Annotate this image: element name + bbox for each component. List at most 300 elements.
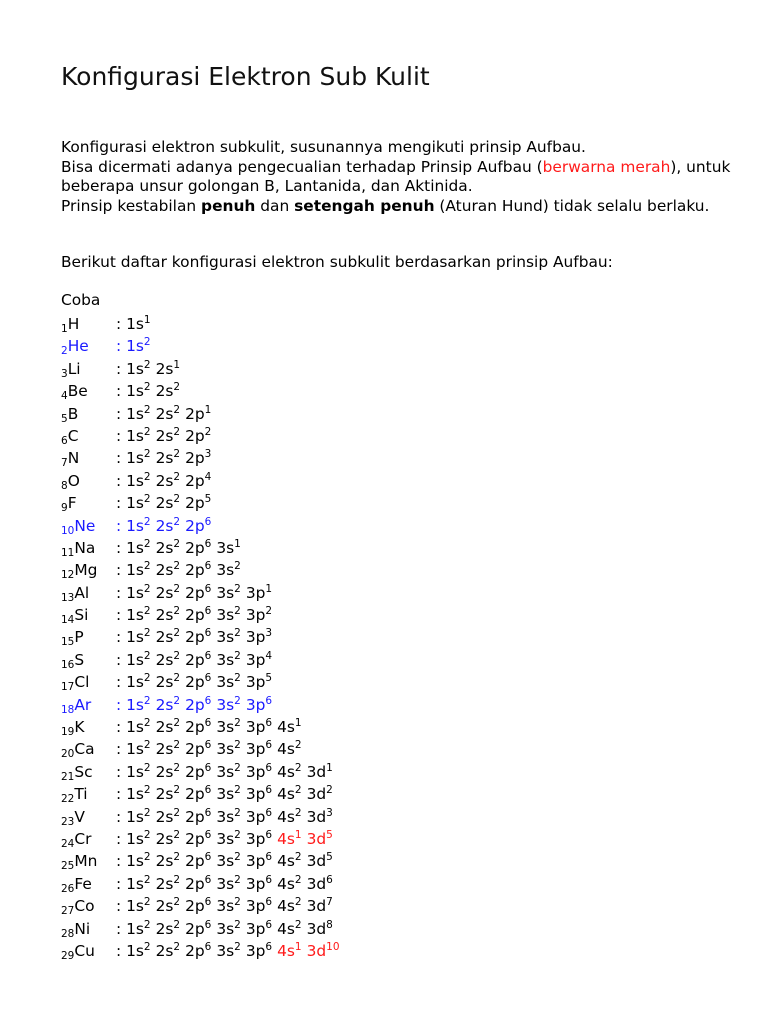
orbital-label: 3p xyxy=(245,785,266,804)
separator: : xyxy=(116,538,127,557)
orbital-label: 3d xyxy=(306,785,327,804)
element-row xyxy=(61,559,345,581)
orbital-label: 2s xyxy=(155,740,174,759)
element-symbol xyxy=(61,403,116,425)
orbital-label: 2s xyxy=(155,874,174,893)
electron-count: 2 xyxy=(143,493,151,506)
electron-count: 2 xyxy=(143,896,151,909)
orbital xyxy=(277,942,302,960)
orbital-label: 3s xyxy=(216,606,235,625)
element-row xyxy=(61,470,345,492)
orbital xyxy=(216,875,241,893)
electron-count: 6 xyxy=(265,739,273,752)
electron-count: 2 xyxy=(173,806,181,819)
electron-count: 2 xyxy=(173,739,181,752)
electron-count: 2 xyxy=(173,425,181,438)
orbital-label: 4s xyxy=(277,807,295,826)
electron-count: 6 xyxy=(204,605,212,618)
orbital xyxy=(126,852,151,870)
orbital xyxy=(216,561,241,579)
element-row xyxy=(61,425,345,447)
orbital xyxy=(216,763,241,781)
electron-configuration xyxy=(116,561,246,579)
orbital xyxy=(185,763,211,781)
intro-line-3-start: Prinsip kestabilan xyxy=(61,196,202,215)
orbital-label: 2s xyxy=(155,471,174,490)
orbital-label: 1s xyxy=(126,583,144,602)
element-row xyxy=(61,492,345,514)
element-row xyxy=(61,850,345,872)
symbol-text: Mn xyxy=(74,852,98,871)
orbital-label: 2s xyxy=(155,695,174,714)
element-row xyxy=(61,738,345,760)
orbital-label: 3s xyxy=(216,740,235,759)
orbital xyxy=(156,785,181,803)
electron-count: 2 xyxy=(234,694,241,707)
electron-count: 2 xyxy=(173,515,181,528)
element-symbol xyxy=(61,806,116,828)
electron-count: 2 xyxy=(234,828,241,841)
element-row xyxy=(61,403,345,425)
element-row xyxy=(61,380,345,402)
electron-count: 6 xyxy=(204,672,212,685)
orbital xyxy=(185,427,211,445)
electron-count: 2 xyxy=(173,918,181,931)
orbital xyxy=(185,561,211,579)
symbol-text: N xyxy=(67,449,80,468)
orbital-label: 1s xyxy=(126,315,144,333)
symbol-text: Cl xyxy=(74,673,90,692)
orbital-label: 1s xyxy=(126,561,144,580)
orbital-label: 3s xyxy=(216,919,235,938)
orbital xyxy=(156,920,181,938)
orbital-label: 1s xyxy=(126,606,144,625)
orbital xyxy=(156,360,181,378)
orbital-label: 3d xyxy=(306,941,327,960)
electron-count: 1 xyxy=(234,537,241,550)
orbital-label: 2p xyxy=(185,897,205,916)
electron-configuration xyxy=(116,405,216,423)
electron-count: 5 xyxy=(265,672,273,685)
orbital xyxy=(216,718,241,736)
electron-count: 2 xyxy=(173,537,181,550)
orbital xyxy=(246,808,272,826)
orbital xyxy=(156,561,181,579)
electron-count: 2 xyxy=(173,448,181,461)
element-symbol xyxy=(61,537,116,559)
symbol-text: Ca xyxy=(74,740,95,759)
electron-configuration xyxy=(116,427,216,445)
orbital-label: 1s xyxy=(126,673,144,692)
atomic-number: 7 xyxy=(61,457,68,470)
orbital-label: 1s xyxy=(126,404,144,423)
atomic-number: 18 xyxy=(61,703,75,716)
separator: : xyxy=(116,673,127,692)
electron-count: 6 xyxy=(204,739,212,752)
orbital xyxy=(216,897,241,915)
orbital xyxy=(216,785,241,803)
orbital xyxy=(246,651,272,669)
orbital-label: 2s xyxy=(155,650,174,669)
element-symbol xyxy=(61,425,116,447)
orbital-label: 2s xyxy=(155,382,174,401)
orbital xyxy=(277,875,302,893)
element-symbol xyxy=(61,716,116,738)
element-row xyxy=(61,716,345,738)
orbital xyxy=(156,897,181,915)
orbital xyxy=(277,785,302,803)
orbital-label: 4s xyxy=(277,785,295,804)
orbital-label: 3s xyxy=(216,650,235,669)
electron-count: 2 xyxy=(143,940,151,953)
element-symbol xyxy=(61,671,116,693)
electron-configuration xyxy=(116,942,345,960)
electron-count: 2 xyxy=(294,896,302,909)
symbol-text: P xyxy=(74,628,84,647)
orbital-label: 3p xyxy=(245,695,266,714)
orbital xyxy=(216,628,241,646)
electron-count: 1 xyxy=(143,314,151,326)
orbital xyxy=(277,852,302,870)
orbital-label: 2p xyxy=(185,471,205,490)
orbital-label: 2s xyxy=(155,426,174,445)
orbital xyxy=(307,763,333,781)
orbital-label: 3s xyxy=(216,673,235,692)
orbital xyxy=(185,740,211,758)
atomic-number: 22 xyxy=(61,793,75,806)
orbital-label: 2s xyxy=(155,516,174,535)
electron-count: 4 xyxy=(265,649,273,662)
separator: : xyxy=(116,404,127,423)
electron-count: 2 xyxy=(173,761,181,774)
element-symbol xyxy=(61,470,116,492)
separator: : xyxy=(116,807,127,826)
orbital-label: 1s xyxy=(126,897,144,916)
electron-count: 2 xyxy=(143,761,151,774)
electron-count: 2 xyxy=(173,672,181,685)
orbital-label: 3p xyxy=(245,897,266,916)
electron-count: 2 xyxy=(173,649,181,662)
electron-count: 1 xyxy=(173,358,181,371)
electron-count: 2 xyxy=(204,425,212,438)
orbital xyxy=(156,718,181,736)
orbital-label: 3s xyxy=(216,807,235,826)
orbital xyxy=(277,718,302,736)
orbital xyxy=(126,494,151,512)
electron-count: 6 xyxy=(204,761,212,774)
orbital xyxy=(185,808,211,826)
orbital-label: 2p xyxy=(185,829,205,848)
orbital xyxy=(156,539,181,557)
orbital xyxy=(156,449,181,467)
electron-count: 6 xyxy=(204,828,212,841)
orbital-label: 2p xyxy=(185,404,205,423)
orbital xyxy=(156,628,181,646)
orbital-label: 1s xyxy=(126,785,144,804)
exception-color-note: berwarna merah xyxy=(542,157,671,176)
symbol-text: Sc xyxy=(74,762,93,781)
atomic-number: 1 xyxy=(61,323,68,335)
element-symbol xyxy=(61,783,116,805)
orbital xyxy=(216,696,241,714)
orbital-label: 3s xyxy=(216,583,235,602)
electron-count: 6 xyxy=(265,918,273,931)
element-row xyxy=(61,828,345,850)
element-symbol xyxy=(61,492,116,514)
atomic-number: 17 xyxy=(61,681,75,694)
bold-setengah-penuh: setengah penuh xyxy=(294,196,435,215)
separator: : xyxy=(116,919,127,938)
atomic-number: 10 xyxy=(61,524,75,537)
orbital-label: 1s xyxy=(126,718,144,737)
orbital xyxy=(216,539,241,557)
element-row xyxy=(61,515,345,537)
element-row xyxy=(61,671,345,693)
electron-configuration xyxy=(116,494,216,512)
orbital xyxy=(185,449,211,467)
orbital-label: 2p xyxy=(185,449,205,468)
orbital xyxy=(246,920,272,938)
atomic-number: 28 xyxy=(61,927,75,940)
electron-count: 10 xyxy=(326,940,340,953)
orbital xyxy=(246,628,272,646)
orbital xyxy=(185,920,211,938)
electron-count: 2 xyxy=(143,403,151,416)
electron-count: 2 xyxy=(143,649,151,662)
electron-count: 6 xyxy=(204,940,212,953)
orbital-label: 1s xyxy=(126,471,144,490)
separator: : xyxy=(116,494,127,513)
orbital xyxy=(185,651,211,669)
orbital xyxy=(246,673,272,691)
electron-count: 6 xyxy=(265,940,273,953)
separator: : xyxy=(116,628,127,647)
intro-line-2 xyxy=(61,158,731,197)
orbital xyxy=(185,830,211,848)
symbol-text: Ti xyxy=(74,785,88,804)
element-symbol xyxy=(61,515,116,537)
separator: : xyxy=(116,516,127,535)
symbol-text: K xyxy=(74,718,85,737)
element-symbol xyxy=(61,694,116,716)
orbital-label: 3s xyxy=(216,897,235,916)
orbital-label: 2s xyxy=(155,941,174,960)
orbital xyxy=(246,875,272,893)
electron-count: 6 xyxy=(265,694,273,707)
orbital-label: 1s xyxy=(126,762,144,781)
orbital-label: 4s xyxy=(277,897,295,916)
orbital-label: 1s xyxy=(126,426,144,445)
electron-count: 2 xyxy=(173,582,181,595)
electron-count: 2 xyxy=(234,582,241,595)
element-symbol xyxy=(61,447,116,469)
electron-count: 2 xyxy=(143,425,151,438)
separator: : xyxy=(116,829,127,848)
electron-count: 2 xyxy=(173,493,181,506)
orbital xyxy=(216,740,241,758)
orbital-label: 2s xyxy=(155,449,174,468)
electron-count: 6 xyxy=(265,806,273,819)
separator: : xyxy=(116,449,127,468)
electron-count: 2 xyxy=(234,717,241,730)
orbital xyxy=(185,673,211,691)
separator: : xyxy=(116,471,127,490)
orbital-label: 2s xyxy=(155,628,174,647)
symbol-text: C xyxy=(67,426,79,445)
orbital xyxy=(156,942,181,960)
electron-count: 2 xyxy=(143,851,151,864)
orbital xyxy=(307,875,333,893)
electron-count: 2 xyxy=(173,873,181,886)
orbital xyxy=(126,897,151,915)
orbital xyxy=(185,942,211,960)
electron-count: 2 xyxy=(143,515,151,528)
orbital xyxy=(126,673,151,691)
electron-count: 2 xyxy=(173,560,181,573)
orbital-label: 3d xyxy=(306,807,327,826)
orbital xyxy=(126,830,151,848)
orbital-label: 1s xyxy=(126,449,144,468)
atomic-number: 21 xyxy=(61,770,75,783)
symbol-text: V xyxy=(74,807,85,826)
orbital xyxy=(156,808,181,826)
orbital-label: 3s xyxy=(216,628,235,647)
orbital xyxy=(307,808,333,826)
element-row xyxy=(61,895,345,917)
symbol-text: Al xyxy=(74,583,90,602)
atomic-number: 9 xyxy=(61,502,68,515)
electron-count: 6 xyxy=(204,918,212,931)
orbital xyxy=(185,852,211,870)
orbital-label: 4s xyxy=(277,941,295,960)
orbital xyxy=(156,405,181,423)
orbital-label: 4s xyxy=(277,740,295,759)
orbital xyxy=(307,852,333,870)
orbital xyxy=(126,740,151,758)
electron-count: 2 xyxy=(234,896,241,909)
orbital-label: 3s xyxy=(216,785,235,804)
electron-count: 2 xyxy=(234,560,241,573)
orbital-label: 3p xyxy=(245,740,266,759)
symbol-text: H xyxy=(67,315,80,333)
electron-count: 5 xyxy=(326,828,333,841)
orbital-label: 3p xyxy=(245,606,266,625)
electron-configuration xyxy=(116,360,185,378)
electron-configuration xyxy=(116,449,216,467)
element-symbol xyxy=(61,604,116,626)
electron-count: 2 xyxy=(173,851,181,864)
orbital-label: 1s xyxy=(126,382,144,401)
electron-count: 2 xyxy=(143,582,151,595)
orbital-label: 2s xyxy=(155,852,174,871)
electron-count: 6 xyxy=(204,851,212,864)
electron-count: 6 xyxy=(204,806,212,819)
orbital-label: 2s xyxy=(155,583,174,602)
electron-count: 6 xyxy=(204,627,212,640)
electron-count: 2 xyxy=(173,605,181,618)
separator: : xyxy=(116,762,127,781)
separator: : xyxy=(116,426,127,445)
orbital xyxy=(216,606,241,624)
orbital-label: 3d xyxy=(306,852,327,871)
orbital-label: 2p xyxy=(185,919,205,938)
orbital xyxy=(126,405,151,423)
electron-count: 3 xyxy=(204,448,212,461)
element-row xyxy=(61,604,345,626)
electron-count: 2 xyxy=(294,918,302,931)
orbital xyxy=(307,897,333,915)
electron-count: 2 xyxy=(294,784,302,797)
orbital-label: 1s xyxy=(126,538,144,557)
element-row xyxy=(61,626,345,648)
orbital-label: 3p xyxy=(245,852,266,871)
orbital-label: 2p xyxy=(185,583,205,602)
orbital-label: 1s xyxy=(126,807,144,826)
electron-count: 6 xyxy=(265,761,273,774)
element-symbol xyxy=(61,335,116,357)
element-symbol xyxy=(61,828,116,850)
orbital-label: 2p xyxy=(185,718,205,737)
orbital xyxy=(156,696,181,714)
symbol-text: He xyxy=(67,337,89,356)
page-title: Konfigurasi Elektron Sub Kulit xyxy=(61,62,430,91)
orbital-label: 2s xyxy=(155,718,174,737)
orbital xyxy=(156,830,181,848)
atomic-number: 16 xyxy=(61,658,75,671)
atomic-number: 14 xyxy=(61,614,75,627)
electron-count: 2 xyxy=(265,605,273,618)
separator: : xyxy=(116,874,127,893)
orbital xyxy=(156,673,181,691)
atomic-number: 12 xyxy=(61,569,75,582)
separator: : xyxy=(116,315,127,333)
element-row xyxy=(61,694,345,716)
electron-count: 2 xyxy=(234,605,241,618)
symbol-text: S xyxy=(74,650,85,669)
electron-configuration xyxy=(116,875,338,893)
atomic-number: 3 xyxy=(61,367,68,380)
orbital xyxy=(185,517,211,535)
orbital-label: 3d xyxy=(306,829,327,848)
orbital-label: 3d xyxy=(306,919,327,938)
orbital xyxy=(126,808,151,826)
orbital xyxy=(277,808,302,826)
orbital xyxy=(277,897,302,915)
electron-count: 6 xyxy=(326,873,333,886)
element-symbol xyxy=(61,895,116,917)
electron-count: 2 xyxy=(173,627,181,640)
orbital xyxy=(307,785,333,803)
orbital xyxy=(185,875,211,893)
electron-count: 6 xyxy=(204,717,212,730)
electron-count: 2 xyxy=(234,649,241,662)
orbital xyxy=(126,628,151,646)
electron-count: 2 xyxy=(294,851,302,864)
orbital-label: 3d xyxy=(306,874,327,893)
orbital-label: 1s xyxy=(126,494,144,513)
orbital-label: 2p xyxy=(185,516,205,535)
electron-configuration xyxy=(116,673,277,691)
orbital-label: 2s xyxy=(155,919,174,938)
electron-count: 2 xyxy=(294,873,302,886)
electron-configuration xyxy=(116,472,216,490)
orbital-label: 2s xyxy=(155,785,174,804)
element-symbol xyxy=(61,559,116,581)
electron-count: 2 xyxy=(143,672,151,685)
electron-configuration xyxy=(116,539,246,557)
element-symbol xyxy=(61,738,116,760)
orbital xyxy=(126,651,151,669)
